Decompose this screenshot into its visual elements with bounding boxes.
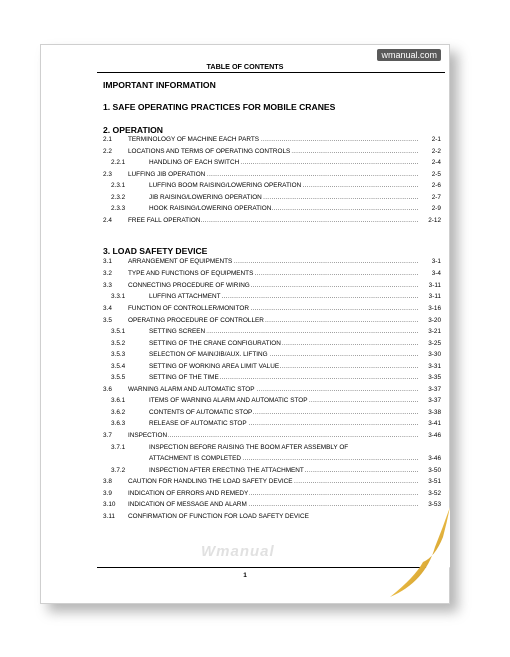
toc-entry-number: 2.3.2 (111, 194, 126, 201)
toc-entry-page: 2-5 (431, 171, 441, 178)
toc-entry[interactable] (103, 217, 441, 228)
toc-entry-page: 3-38 (428, 409, 441, 416)
title-rule (97, 72, 445, 73)
watermark-center: Wmanual (201, 543, 275, 560)
toc-entry-page: 3-30 (428, 351, 441, 358)
toc-entry-number: 3.3 (103, 282, 112, 289)
toc-entry[interactable] (103, 374, 441, 385)
toc-entry-page: 3-21 (428, 328, 441, 335)
toc-entry-title: LUFFING JIB OPERATION (128, 171, 206, 178)
watermark-badge: wmanual.com (377, 49, 441, 61)
toc-entry-number: 3.6.1 (111, 397, 126, 404)
toc-entry[interactable] (103, 136, 441, 147)
toc-entry-title: CONTENTS OF AUTOMATIC STOP (149, 409, 253, 416)
toc-entry-title: INDICATION OF MESSAGE AND ALARM (128, 501, 247, 508)
toc-entry[interactable] (103, 282, 441, 293)
toc-entry-title: CONFIRMATION OF FUNCTION FOR LOAD SAFETY DEVICE (128, 513, 309, 520)
toc-entry-page: 3-20 (428, 317, 441, 324)
toc-entry-title: OPERATING PROCEDURE OF CONTROLLER (128, 317, 264, 324)
toc-entry-title: ARRANGEMENT OF EQUIPMENTS (128, 258, 233, 265)
toc-entry-title: FREE FALL OPERATION (128, 217, 201, 224)
toc-entry-title: SETTING OF THE TIME (149, 374, 219, 381)
toc-entry-page: 2-1 (431, 136, 441, 143)
toc-entry-number: 3.6.3 (111, 420, 126, 427)
toc-entry-number: 2.3.1 (111, 182, 126, 189)
toc-entry-page: 3-50 (428, 467, 441, 474)
toc-entry-title: CONNECTING PROCEDURE OF WIRING (128, 282, 250, 289)
toc-entry-number: 3.5.2 (111, 340, 126, 347)
toc-entry-page: 3-46 (428, 455, 441, 462)
toc-entry-number: 3.7.1 (111, 444, 126, 451)
toc-entry[interactable] (103, 182, 441, 193)
heading-important: IMPORTANT INFORMATION (103, 80, 216, 90)
toc-entry-title: TERMINOLOGY OF MACHINE EACH PARTS (128, 136, 260, 143)
toc-entry-number: 3.4 (103, 305, 112, 312)
toc-entry[interactable] (103, 432, 441, 443)
toc-entry-page: 3-35 (428, 374, 441, 381)
toc-entry-title: INSPECTION AFTER ERECTING THE ATTACHMENT (149, 467, 304, 474)
toc-entry-title: HOOK RAISING/LOWERING OPERATION (149, 205, 272, 212)
heading-section-2: 2. OPERATION (103, 125, 164, 135)
toc-entry-number: 2.4 (103, 217, 112, 224)
toc-entry-page: 3-31 (428, 363, 441, 370)
toc-entry-page: 3-11 (428, 293, 441, 300)
toc-entry-number: 3.5.3 (111, 351, 126, 358)
toc-entry-title: ATTACHMENT IS COMPLETED (149, 455, 241, 462)
toc-entry[interactable] (103, 293, 441, 304)
page-curl-icon (385, 507, 465, 597)
toc-entry[interactable] (103, 490, 441, 501)
toc-entry-page: 3-25 (428, 340, 441, 347)
toc-entry-title: SETTING SCREEN (149, 328, 206, 335)
toc-entry-number: 3.11 (103, 513, 115, 520)
heading-section-1: 1. SAFE OPERATING PRACTICES FOR MOBILE CRANES (103, 102, 336, 112)
toc-entry-page: 3-4 (431, 270, 441, 277)
toc-entry[interactable] (103, 386, 441, 397)
toc-entry-title: HANDLING OF EACH SWITCH (149, 159, 240, 166)
toc-entry-page: 2-2 (431, 148, 441, 155)
toc-entry-page: 2-7 (431, 194, 441, 201)
toc-entry-number: 3.9 (103, 490, 112, 497)
toc-entry[interactable] (103, 328, 441, 339)
toc-entry-title: CAUTION FOR HANDLING THE LOAD SAFETY DEVICE (128, 478, 293, 485)
toc-title: TABLE OF CONTENTS (206, 62, 284, 71)
toc-entry[interactable] (103, 409, 441, 420)
toc-entry-title: INDICATION OF ERRORS AND REMEDY (128, 490, 249, 497)
toc-entry[interactable] (103, 478, 441, 489)
toc-entry-title: RELEASE OF AUTOMATIC STOP (149, 420, 247, 427)
toc-entry-number: 3.5.4 (111, 363, 126, 370)
toc-entry-page: 2-6 (431, 182, 441, 189)
toc-entry-title: TYPE AND FUNCTIONS OF EQUIPMENTS (128, 270, 254, 277)
toc-entry-title: SETTING OF THE CRANE CONFIGURATION (149, 340, 281, 347)
toc-entry[interactable] (103, 420, 441, 431)
toc-entry-number: 3.7 (103, 432, 112, 439)
toc-entry-page: 2-12 (428, 217, 441, 224)
toc-entry[interactable] (103, 317, 441, 328)
toc-entry-number: 3.2 (103, 270, 112, 277)
toc-entry[interactable] (103, 194, 441, 205)
toc-entry-page: 3-37 (428, 386, 441, 393)
toc-entry[interactable] (103, 159, 441, 170)
toc-entry[interactable] (103, 148, 441, 159)
toc-entry-page: 3-53 (428, 501, 441, 508)
toc-entry[interactable] (103, 270, 441, 281)
toc-entry[interactable] (103, 171, 441, 182)
toc-entry-number: 3.5 (103, 317, 112, 324)
toc-entry-page: 3-16 (428, 305, 441, 312)
toc-entry-title: FUNCTION OF CONTROLLER/MONITOR (128, 305, 249, 312)
toc-entry[interactable] (103, 351, 441, 362)
toc-entry[interactable] (103, 205, 441, 216)
toc-entry[interactable] (103, 397, 441, 408)
toc-entry-number: 3.3.1 (111, 293, 126, 300)
toc-entry-title: SETTING OF WORKING AREA LIMIT VALUE (149, 363, 280, 370)
toc-entry[interactable] (103, 444, 441, 455)
toc-entry-number: 3.6.2 (111, 409, 126, 416)
toc-entry-number: 3.10 (103, 501, 116, 508)
toc-entry-number: 3.5.1 (111, 328, 126, 335)
toc-entry[interactable] (103, 467, 441, 478)
toc-entry-title: INSPECTION BEFORE RAISING THE BOOM AFTER ASSEMBLY OF (149, 444, 349, 451)
toc-entry-page: 3-11 (428, 282, 441, 289)
toc-entry-page: 3-41 (428, 420, 441, 427)
heading-section-3: 3. LOAD SAFETY DEVICE (103, 246, 208, 256)
toc-entry-title: WARNING ALARM AND AUTOMATIC STOP (128, 386, 255, 393)
toc-entry-number: 2.2.1 (111, 159, 126, 166)
page-number: 1 (243, 572, 247, 579)
toc-entry-title: LUFFING ATTACHMENT (149, 293, 221, 300)
toc-entry-number: 3.6 (103, 386, 112, 393)
toc-entry[interactable] (103, 258, 441, 269)
toc-entry[interactable] (103, 455, 441, 466)
toc-entry-title: INSPECTION (128, 432, 168, 439)
toc-entry-number: 2.1 (103, 136, 112, 143)
toc-entry-number: 2.3 (103, 171, 112, 178)
toc-entry-title: LOCATIONS AND TERMS OF OPERATING CONTROLS (128, 148, 291, 155)
toc-entry-page: 2-4 (431, 159, 441, 166)
toc-entry-number: 3.8 (103, 478, 112, 485)
toc-entry-page: 3-46 (428, 432, 441, 439)
toc-entry-title: ITEMS OF WARNING ALARM AND AUTOMATIC STOP (149, 397, 308, 404)
toc-entry[interactable] (103, 340, 441, 351)
toc-entry[interactable] (103, 363, 441, 374)
toc-entry-title: JIB RAISING/LOWERING OPERATION (149, 194, 262, 201)
toc-entry-page: 3-51 (428, 478, 441, 485)
toc-entry-number: 3.7.2 (111, 467, 126, 474)
toc-entry-title: LUFFING BOOM RAISING/LOWERING OPERATION (149, 182, 302, 189)
toc-entry-leader (128, 432, 419, 439)
toc-entry-number: 3.1 (103, 258, 112, 265)
toc-entry-title: SELECTION OF MAIN/JIB/AUX. LIFTING (149, 351, 268, 358)
toc-entry[interactable] (103, 305, 441, 316)
toc-entry-page: 3-52 (428, 490, 441, 497)
toc-entry-page: 2-9 (431, 205, 441, 212)
toc-entry-page: 3-37 (428, 397, 441, 404)
toc-entry-page: 3-1 (431, 258, 441, 265)
toc-entry-number: 2.3.3 (111, 205, 126, 212)
toc-entry-number: 2.2 (103, 148, 112, 155)
toc-entry-number: 3.5.5 (111, 374, 126, 381)
